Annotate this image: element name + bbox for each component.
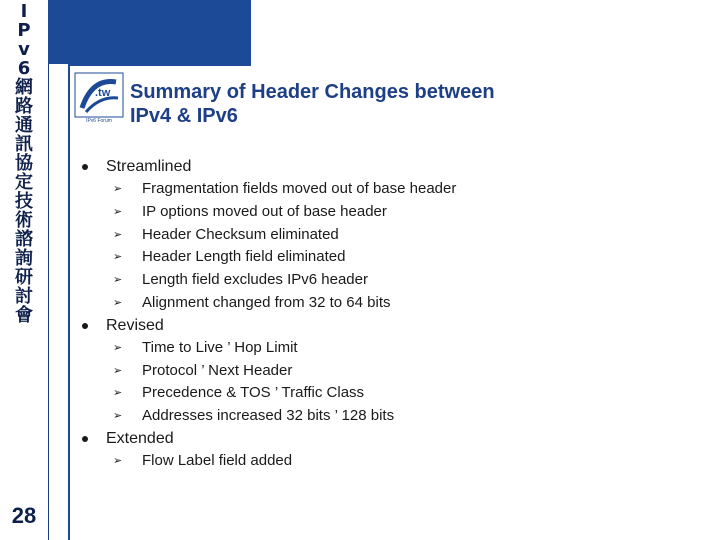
bullet-list xyxy=(82,156,702,473)
logo-caption: IPv6 Forum xyxy=(86,118,112,124)
bullet-label: Extended xyxy=(106,429,174,447)
header-rule xyxy=(68,64,251,66)
vertical-title-char: 術 xyxy=(15,210,33,231)
arrowhead-icon: ➢ xyxy=(113,364,123,377)
bullet-dot-icon xyxy=(82,436,88,442)
sub-item xyxy=(82,450,702,473)
sub-item-text: Fragmentation fields moved out of base header xyxy=(142,180,457,197)
sub-item-text: IP options moved out of base header xyxy=(142,202,387,220)
sub-item-text: Addresses increased 32 bits ’ 128 bits xyxy=(142,407,395,425)
slide-title xyxy=(130,80,710,128)
vertical-title-char: 協 xyxy=(15,153,33,174)
vertical-title xyxy=(0,2,48,325)
content-rule xyxy=(68,64,70,540)
vertical-title-char: P xyxy=(17,20,31,41)
arrowhead-icon: ➢ xyxy=(113,251,123,264)
sub-item xyxy=(82,269,702,292)
sub-item-text: Time to Live ’ Hop Limit xyxy=(142,338,298,356)
title-line-2: IPv4 & IPv6 xyxy=(130,105,238,127)
bullet-label: Revised xyxy=(106,316,164,334)
arrowhead-icon: ➢ xyxy=(113,205,123,218)
arrowhead-icon: ➢ xyxy=(113,183,123,195)
arrowhead-icon: ➢ xyxy=(113,410,123,423)
bullet-dot-icon xyxy=(82,164,88,170)
vertical-title-char: 訊 xyxy=(15,134,33,155)
bullet-label: Streamlined xyxy=(106,158,192,175)
arrowhead-icon: ➢ xyxy=(113,296,123,309)
arrowhead-icon: ➢ xyxy=(113,454,123,467)
vertical-title-char: 定 xyxy=(15,172,33,193)
bullet-dot-icon xyxy=(82,323,88,329)
sub-item xyxy=(82,360,702,383)
vertical-title-char: 6 xyxy=(17,58,31,79)
left-sidebar xyxy=(0,0,49,540)
svg-text:.tw: .tw xyxy=(95,87,111,99)
vertical-title-char: 通 xyxy=(15,115,33,136)
sub-item-text: Length field excludes IPv6 header xyxy=(142,271,368,289)
sub-item xyxy=(82,337,702,360)
sub-item-text: Protocol ’ Next Header xyxy=(142,361,293,379)
arrowhead-icon: ➢ xyxy=(113,274,123,287)
vertical-title-char: 網 xyxy=(15,77,33,98)
sub-item-text: Flow Label field added xyxy=(142,451,293,469)
vertical-title-char: v xyxy=(18,39,30,60)
sub-item xyxy=(82,201,702,224)
sub-item xyxy=(82,405,702,428)
vertical-title-char: 諮 xyxy=(15,229,33,250)
vertical-title-char: 會 xyxy=(15,305,33,326)
bullet-item xyxy=(82,315,702,337)
sub-item xyxy=(82,224,702,247)
page-number: 28 xyxy=(11,503,37,528)
bullet-item xyxy=(82,156,702,178)
sub-item xyxy=(82,382,702,405)
vertical-title-char: 技 xyxy=(15,191,33,212)
bullet-item xyxy=(82,428,702,450)
header-band xyxy=(48,0,251,64)
vertical-title-char: 詢 xyxy=(15,248,33,269)
sub-item xyxy=(82,178,702,201)
title-line-1: Summary of Header Changes between xyxy=(130,81,495,103)
sub-item-text: Alignment changed from 32 to 64 bits xyxy=(142,293,391,311)
sub-item-text: Precedence & TOS ’ Traffic Class xyxy=(142,384,365,402)
arrowhead-icon: ➢ xyxy=(113,228,123,241)
sub-item-text: Header Length field eliminated xyxy=(142,248,346,266)
vertical-title-char: 討 xyxy=(15,286,33,307)
arrowhead-icon: ➢ xyxy=(113,387,123,400)
sub-item xyxy=(82,246,702,269)
sub-item xyxy=(82,292,702,315)
vertical-title-char: I xyxy=(20,1,28,22)
sub-item-text: Header Checksum eliminated xyxy=(142,225,339,243)
vertical-title-char: 研 xyxy=(15,267,33,288)
arrowhead-icon: ➢ xyxy=(113,341,123,354)
vertical-title-char: 路 xyxy=(15,96,33,117)
